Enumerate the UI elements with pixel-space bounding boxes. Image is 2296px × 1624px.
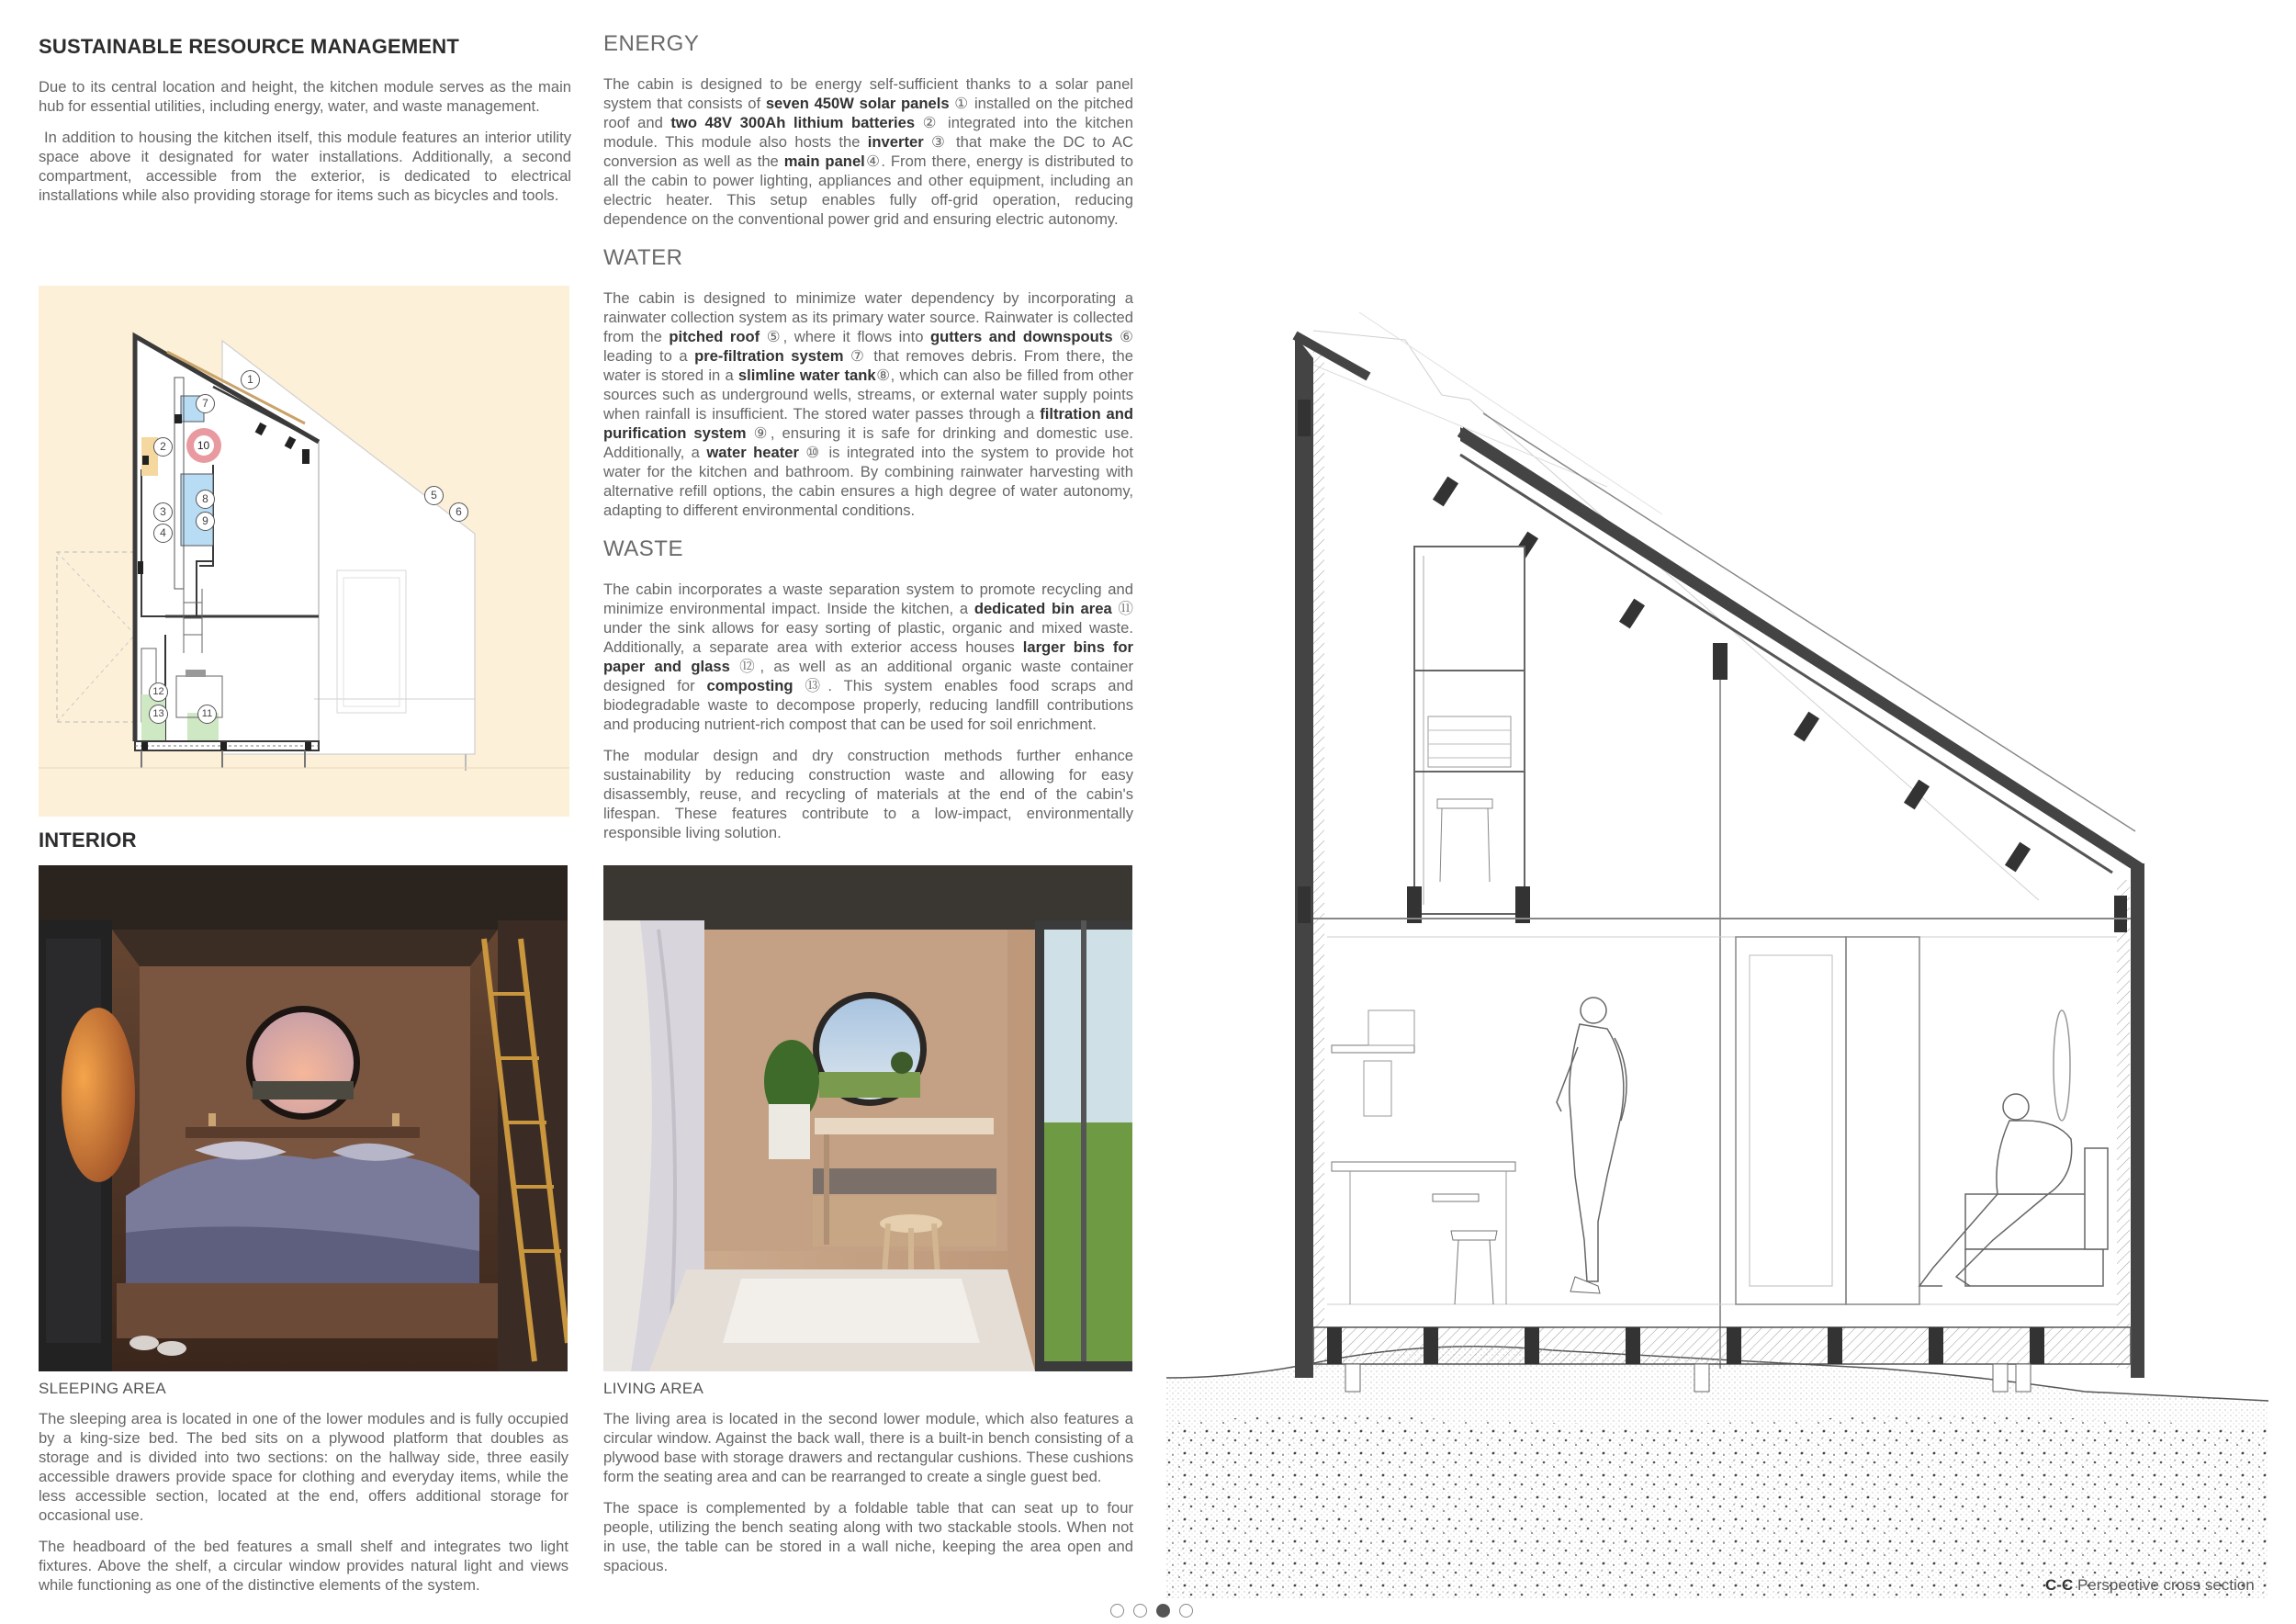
waste-extra-paragraph: The modular design and dry construction methods further enhance sustainability by reducing construction waste and allowing for easy disassembly, reuse, and recycling of materials at the end of the cabin's lifespan. These features contribute to a low-impact, environmentally responsible living solution. [603,747,1133,841]
living-paragraph: The living area is located in the second lower module, which also features a circular window. Against the back wall, there is a built-in bench consisting of a plywood base with storage drawers and rectangular cushions. These cushions form the seating area and can be rearranged to create a single guest bed. [603,1410,1133,1485]
sleeping-area-text [39,1409,568,1607]
page-dot-2[interactable] [1133,1604,1147,1618]
left-title: SUSTAINABLE RESOURCE MANAGEMENT [39,35,460,58]
callout-11: 11 [197,705,217,724]
living-area-text [603,1409,1133,1587]
utility-section-diagram [39,286,569,817]
callout-1: 1 [241,370,260,389]
diagram-svg [39,286,569,817]
callout-5: 5 [424,486,444,505]
cross-section-drawing [1166,312,2268,1598]
page-dot-3[interactable] [1156,1604,1170,1618]
sleeping-paragraph: The sleeping area is located in one of the lower modules and is fully occupied by a king-size bed. The bed sits on a plywood platform that doubles as storage and is divided into two sections: on the hallway side, three easily accessible drawers provide space for clothing and everyday items, while the less accessible section, located at the end, offers additional storage for occasional use. [39,1410,568,1524]
callout-9: 9 [196,512,215,531]
callout-3: 3 [153,502,173,522]
waste-heading: WASTE [603,536,683,561]
waste-paragraph: The cabin incorporates a waste separation system to promote recycling and minimize environmental impact. Inside the kitchen, a dedicated bin area ⑪ under the sink allows for easy sorting of plastic, organic and mixed waste. Additionally, a separate area with exterior access houses larger bins for paper and glass ⑫, as well as an additional organic waste container designed for composting ⑬. This system enables food scraps and biodegradable waste to decompose properly, reducing landfill contributions and producing nutrient-rich compost that can be used for soil enrichment. [603,581,1133,733]
callout-13: 13 [149,705,168,724]
callout-7: 7 [196,394,215,413]
page-dot-4[interactable] [1179,1604,1193,1618]
callout-10: 10 [197,439,210,452]
energy-heading: ENERGY [603,31,700,56]
living-paragraph: The space is complemented by a foldable table that can seat up to four people, utilizing the bench seating along with two stackable stools. When not in use, the table can be stored in a wall niche, keeping the area open and spacious. [603,1499,1133,1574]
sleeping-paragraph: The headboard of the bed features a small shelf and integrates two light fixtures. Above the shelf, a circular window provides natural light and views while functioning as one of the distinctive elements of the system. [39,1538,568,1594]
section-title: Perspective cross section [2077,1576,2255,1594]
callout-2: 2 [153,437,173,457]
cross-section-svg [1166,312,2268,1598]
energy-paragraph: The cabin is designed to be energy self-sufficient thanks to a solar panel system that consists of seven 450W solar panels ① installed on the pitched roof and two 48V 300Ah lithium batteries ② integrated into the kitchen module. This module also hosts the inverter ③ that make the DC to AC conversion as well as the main panel④. From there, energy is distributed to all the cabin to power lighting, appliances and other equipment, including an electric heater. This setup enables fully off-grid operation, reducing dependence on the conventional power grid and ensuring electric autonomy. [603,75,1133,228]
section-label [2045,1576,2255,1595]
page-dot-1[interactable] [1110,1604,1124,1618]
living-area-caption: LIVING AREA [603,1380,704,1397]
left-paragraph: Due to its central location and height, the kitchen module serves as the main hub for essential utilities, including energy, water, and waste management. [39,78,571,115]
sleeping-area-photo [39,865,568,1371]
interior-heading: INTERIOR [39,829,137,851]
left-text [39,77,571,217]
middle-column [603,31,1133,854]
callout-8: 8 [196,490,215,509]
sleeping-area-caption: SLEEPING AREA [39,1380,167,1397]
water-heading: WATER [603,245,683,270]
living-render [603,865,1132,1371]
callout-4: 4 [153,524,173,543]
water-paragraph: The cabin is designed to minimize water dependency by incorporating a rainwater collection system as its primary water source. Rainwater is collected from the pitched roof ⑤, where it flows into gutters and downspouts ⑥ leading to a pre-filtration system ⑦ that removes debris. From there, the water is stored in a slimline water tank⑧, which can also be filled from other sources such as underground wells, streams, or external water supply points when rainfall is insufficient. The stored water passes through a filtration and purification system ⑨, ensuring it is safe for drinking and domestic use. Additionally, a water heater ⑩ is integrated into the system to provide hot water for the kitchen and bathroom. By combining rainwater harvesting with alternative refill options, the cabin ensures a high degree of water autonomy, adapting to different environmental conditions. [603,289,1133,519]
pagination [1110,1604,1193,1620]
section-code: C-C [2045,1576,2074,1594]
callout-6: 6 [449,502,468,522]
living-area-photo [603,865,1132,1371]
left-paragraph: In addition to housing the kitchen itself, this module features an interior utility space above it designated for water installations. Additionally, a second compartment, accessible from the exterior, is dedicated to electrical installations while also providing storage for items such as bicycles and tools. [39,129,571,204]
sleeping-render [39,865,568,1371]
callout-12: 12 [149,682,168,702]
